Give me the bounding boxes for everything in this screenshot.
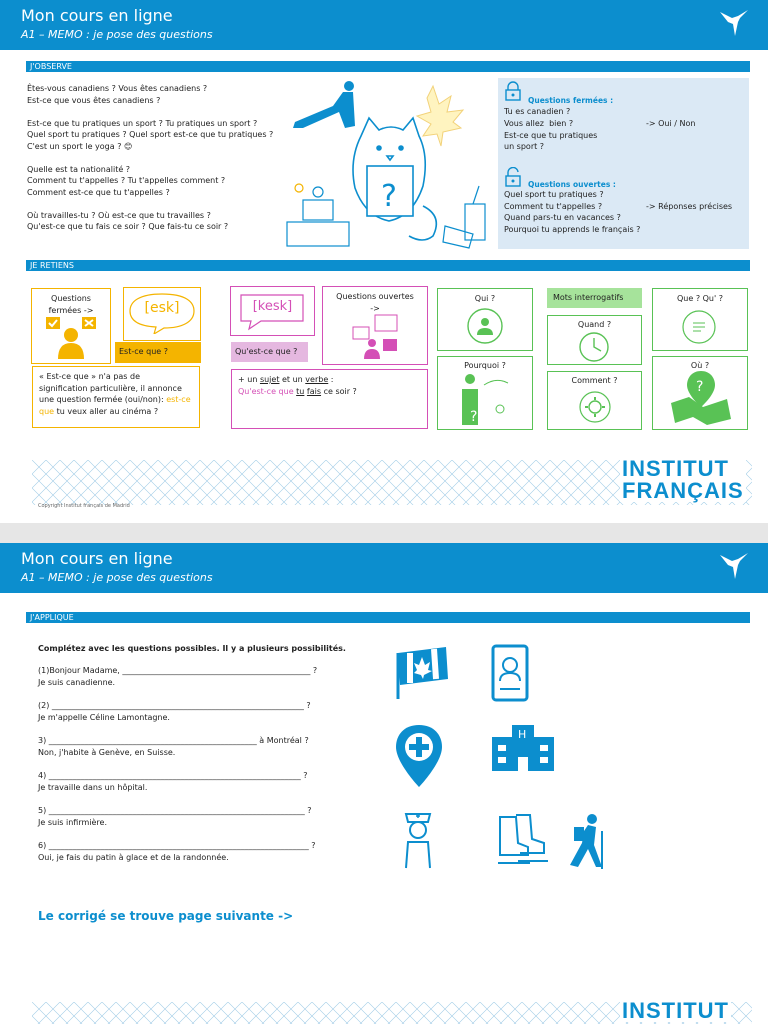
word-label: Pourquoi ? — [464, 361, 506, 370]
open-question-line: Comment tu t'appelles ? — [504, 202, 603, 211]
word-label: Qui ? — [474, 294, 496, 303]
observe-line: C'est un sport le yoga ? 😊 — [27, 141, 133, 151]
id-card-icon — [490, 643, 530, 703]
cinema-snacks-icon — [443, 186, 485, 248]
note-line: signification particulière, il annonce — [39, 383, 182, 393]
person-yes-no-icon — [44, 315, 98, 361]
kesk-pronunciation-box — [230, 286, 315, 336]
hiker-icon — [566, 813, 608, 871]
note-underlined: verbe — [305, 375, 329, 384]
exercise-question[interactable]: 3) ____________________________________________________ à Montréal ? — [38, 736, 309, 745]
closed-question-line: Tu es canadien ? — [504, 107, 571, 116]
note-text: ce soir ? — [321, 386, 357, 396]
hummingbird-logo-icon — [718, 6, 750, 38]
note-text: une question fermée (oui/non): — [39, 395, 167, 404]
exercise-question[interactable]: (2) _______________________________________________________________ ? — [38, 701, 311, 710]
open-questions-box — [322, 286, 428, 365]
exercise-question[interactable]: 6) _________________________________________________________________ ? — [38, 841, 316, 850]
exercise-answer: Je suis infirmière. — [38, 817, 107, 827]
header-bar — [0, 543, 768, 593]
open-answer: -> Réponses précises — [646, 202, 733, 211]
desk-worker-icon — [287, 184, 349, 246]
gear-icon — [576, 386, 614, 426]
open-question-line: Quand pars-tu en vacances ? — [504, 213, 621, 222]
word-label: Quand ? — [577, 320, 612, 329]
padlock-open-icon — [504, 167, 522, 187]
questions-panel — [498, 78, 749, 249]
section-retiens-bar: JE RETIENS — [26, 260, 750, 271]
observe-line: Quelle est ta nationalité ? — [27, 164, 131, 174]
person-circle-icon — [466, 307, 504, 345]
closed-questions-label: Questions fermées : — [528, 96, 614, 105]
open-questions-box-label: Questions ouvertes -> — [336, 292, 414, 313]
medical-location-pin-icon — [394, 723, 444, 789]
word-card-que — [652, 288, 748, 351]
exercise-item — [38, 665, 358, 700]
note-line — [238, 374, 421, 386]
exercise-item — [38, 735, 358, 770]
hospital-building-icon — [490, 723, 556, 773]
closed-questions-box-label: Questions fermées -> — [48, 294, 94, 315]
svg-text:?: ? — [381, 179, 397, 214]
closed-question-line: Est-ce que tu pratiques — [504, 131, 598, 140]
canada-flag-icon — [392, 643, 452, 703]
header-subtitle: A1 – MEMO : je pose des questions — [21, 571, 213, 584]
svg-text:?: ? — [470, 409, 478, 425]
word-card-ou — [652, 356, 748, 430]
closed-question-line: Vous allez bien ? — [504, 119, 574, 128]
observe-text — [27, 83, 287, 233]
observe-line: Comment tu t'appelles ? Tu t'appelles comment ? — [27, 176, 226, 185]
word-card-qui — [437, 288, 533, 351]
word-card-comment — [547, 371, 642, 430]
esk-pronunciation-box — [123, 287, 201, 341]
exercise-answer: Je m'appelle Céline Lamontagne. — [38, 712, 170, 722]
page-2 — [0, 543, 768, 1024]
note-highlight: que — [39, 406, 55, 416]
note-line — [238, 386, 421, 398]
svg-text:?: ? — [696, 379, 704, 395]
observe-line — [27, 198, 287, 210]
closed-question-line: un sport ? — [504, 142, 545, 151]
header-bar — [0, 0, 768, 50]
note-text: et un — [279, 375, 306, 384]
header-title: Mon cours en ligne — [21, 549, 173, 568]
chat-bubble-icon — [679, 307, 719, 347]
observe-line: Est-ce que tu pratiques un sport ? Tu pratiques un sport ? — [27, 118, 258, 128]
exercise-item — [38, 700, 358, 735]
nurse-icon — [396, 808, 440, 870]
note-highlight: est-ce — [166, 395, 191, 404]
logo-line: FRANÇAIS — [622, 478, 744, 503]
observe-line: Comment est-ce que tu t'appelles ? — [27, 187, 170, 197]
maple-leaf-icon — [417, 86, 463, 146]
observe-line: Êtes-vous canadiens ? Vous êtes canadiens ? — [27, 84, 208, 93]
word-label: Où ? — [690, 361, 710, 370]
exercise-answer: Oui, je fais du patin à glace et de la randonnée. — [38, 852, 229, 862]
section-observe-bar: J'OBSERVE — [26, 61, 750, 72]
person-chat-icon — [351, 313, 403, 361]
observe-line — [27, 152, 287, 164]
exercise-instruction: Complétez avec les questions possibles. Il y a plusieurs possibilités. — [38, 644, 346, 653]
copyright-text: Copyright Institut français de Madrid — [38, 503, 130, 509]
word-card-quand — [547, 315, 642, 365]
closed-questions-box — [31, 288, 111, 364]
observe-line — [27, 106, 287, 118]
observe-line: Qu'est-ce que tu fais ce soir ? Que fais-tu ce soir ? — [27, 222, 229, 231]
exercise-answer: Je suis canadienne. — [38, 677, 116, 687]
exercise-item — [38, 770, 358, 805]
word-label: Comment ? — [571, 376, 618, 385]
header-subtitle: A1 – MEMO : je pose des questions — [21, 28, 213, 41]
note-line — [39, 394, 193, 406]
note-text: tu veux aller au cinéma ? — [54, 406, 159, 416]
note-underlined: sujet — [259, 375, 280, 384]
exercise-question[interactable]: (1)Bonjour Madame, _______________________________________________ ? — [38, 666, 318, 675]
observe-line: Quel sport tu pratiques ? Quel sport est-ce que tu pratiques ? — [27, 130, 274, 139]
est-ce-que-label: Est-ce que ? — [115, 342, 201, 363]
hummingbird-logo-icon — [718, 549, 750, 581]
clock-icon — [576, 329, 612, 363]
word-card-pourquoi — [437, 356, 533, 430]
observe-line: Où travailles-tu ? Où est-ce que tu travailles ? — [27, 210, 211, 220]
exercise-answer: Non, j'habite à Genève, en Suisse. — [38, 747, 176, 757]
note-text: : — [328, 375, 334, 384]
est-ce-que-note — [32, 366, 200, 428]
person-thinking-icon — [456, 369, 516, 429]
exercise-question[interactable]: 4) _______________________________________________________________ ? — [38, 771, 308, 780]
map-location-icon — [667, 369, 735, 427]
header-title: Mon cours en ligne — [21, 6, 173, 25]
section-applique-bar: J'APPLIQUE — [26, 612, 750, 623]
qu-est-ce-que-label: Qu'est-ce que ? — [231, 342, 308, 362]
exercise-answer: Je travaille dans un hôpital. — [38, 782, 148, 792]
exercise-list — [38, 665, 358, 875]
ice-skates-icon — [496, 813, 550, 869]
correction-link[interactable]: Le corrigé se trouve page suivante -> — [38, 909, 294, 923]
note-text: + un — [238, 375, 260, 384]
observe-illustration — [283, 76, 495, 251]
observe-line: Est-ce que vous êtes canadiens ? — [27, 95, 161, 105]
qu-est-ce-que-note — [231, 369, 428, 429]
note-line: « Est-ce que » n'a pas de — [39, 372, 141, 381]
word-label: Que ? Qu' ? — [677, 294, 723, 303]
open-question-line: Pourquoi tu apprends le français ? — [504, 225, 641, 234]
svg-text:H: H — [518, 728, 527, 741]
closed-answer: -> Oui / Non — [646, 119, 696, 128]
page-separator — [0, 523, 768, 543]
exercise-item — [38, 805, 358, 840]
open-questions-label: Questions ouvertes : — [528, 180, 616, 189]
exercise-question[interactable]: 5) ________________________________________________________________ ? — [38, 806, 312, 815]
open-question-line: Quel sport tu pratiques ? — [504, 190, 604, 199]
logo-line: INSTITUT — [622, 456, 729, 481]
interrogative-words-title: Mots interrogatifs — [547, 288, 642, 308]
institut-francais-logo — [620, 458, 746, 502]
yoga-person-icon — [293, 81, 355, 128]
institut-francais-logo: INSTITUT — [622, 998, 729, 1023]
esk-text: [esk] — [144, 300, 180, 316]
note-underlined: fais — [306, 386, 322, 396]
note-highlight: Qu'est-ce que — [238, 386, 297, 396]
padlock-closed-icon — [504, 81, 522, 101]
exercise-item — [38, 840, 358, 875]
kesk-text: [kesk] — [252, 299, 293, 314]
note-line — [39, 406, 193, 418]
note-underlined: tu — [296, 386, 305, 396]
